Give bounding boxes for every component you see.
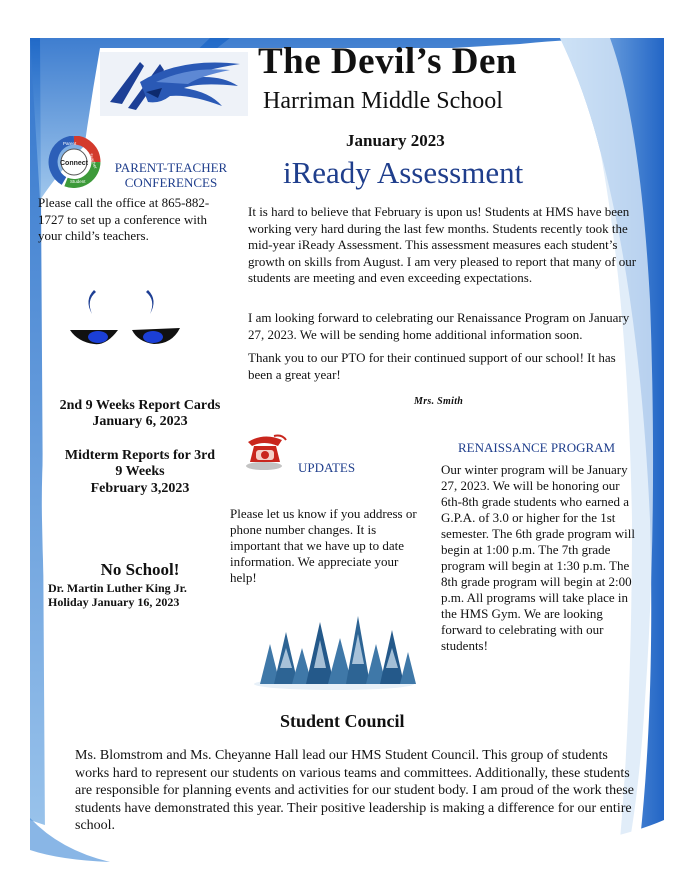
devil-mascot-logo <box>100 52 248 116</box>
no-school-heading: No School! <box>100 560 180 579</box>
devil-eyes-icon <box>66 286 184 350</box>
connect-teacher-label: Teacher <box>88 152 99 170</box>
report-cards-date: January 6, 2023 <box>92 414 188 429</box>
midterm-label-line2: 9 Weeks <box>115 464 165 479</box>
student-council-heading: Student Council <box>280 711 405 731</box>
telephone-icon <box>244 432 288 472</box>
school-name: Harriman Middle School <box>263 88 503 114</box>
winter-trees-image <box>250 608 418 690</box>
connect-label: Connect <box>60 160 88 167</box>
holiday-line-2: Holiday January 16, 2023 <box>48 595 180 609</box>
connect-parent-label: Parent <box>63 141 77 146</box>
main-paragraph-2: I am looking forward to celebrating our Renaissance Program on January 27, 2023. We will be sending home additional information soon. <box>248 310 630 342</box>
main-headline: iReady Assessment <box>283 155 524 190</box>
midterm-date: February 3,2023 <box>90 481 190 496</box>
report-cards-label: 2nd 9 Weeks Report Cards <box>59 398 221 413</box>
connect-cycle-icon <box>46 136 102 188</box>
principal-signature: Mrs. Smith <box>414 396 464 407</box>
updates-text: Please let us know if you address or phone number changes. It is important that we have up to date information. We appreciate your help! <box>230 506 417 585</box>
connect-student-label: Student <box>70 179 86 184</box>
holiday-line-1: Dr. Martin Luther King Jr. <box>48 581 187 595</box>
issue-month: January 2023 <box>346 131 445 150</box>
conferences-heading: PARENT-TEACHER CONFERENCES <box>114 160 228 190</box>
midterm-label-line1: Midterm Reports for 3rd <box>64 448 216 463</box>
newsletter-title: The Devil’s Den <box>258 41 517 82</box>
renaissance-text: Our winter program will be January 27, 2023. We will be honoring our 6th-8th grade students who earned a G.P.A. of 3.0 or higher for the 1st semester. The 6th grade program will begin at 1:00 p.m. The 7th grade program will begin at 1:30 p.m. The 8th grade program will begin at 2:00 p.m. All programs will take place in the HMS Gym. We are looking forward to celebrating with our students! <box>441 462 635 653</box>
updates-heading: UPDATES <box>298 460 356 475</box>
main-paragraph-1: It is hard to believe that February is upon us! Students at HMS have been working very hard during the last few months. Students recently took the mid-year iReady Assessment. This assessment measures each student’s growth on skills from August. I am very pleased to report that many of our students are meeting and even exceeding expectations. <box>248 204 637 285</box>
renaissance-heading: RENAISSANCE PROGRAM <box>458 440 616 455</box>
student-council-text: Ms. Blomstrom and Ms. Cheyanne Hall lead our HMS Student Council. This group of students works hard to represent our students on various teams and committees. Additionally, these students are responsible for planning events and activities for our student body. I am proud of the work these students have demonstrated this year. Their positive leadership is making a difference for our entire school. <box>75 748 634 833</box>
main-paragraph-3: Thank you to our PTO for their continued support of our school! It has been a great year! <box>248 350 616 382</box>
conferences-text: Please call the office at 865-882-1727 to set up a conference with your child’s teachers. <box>38 195 210 243</box>
